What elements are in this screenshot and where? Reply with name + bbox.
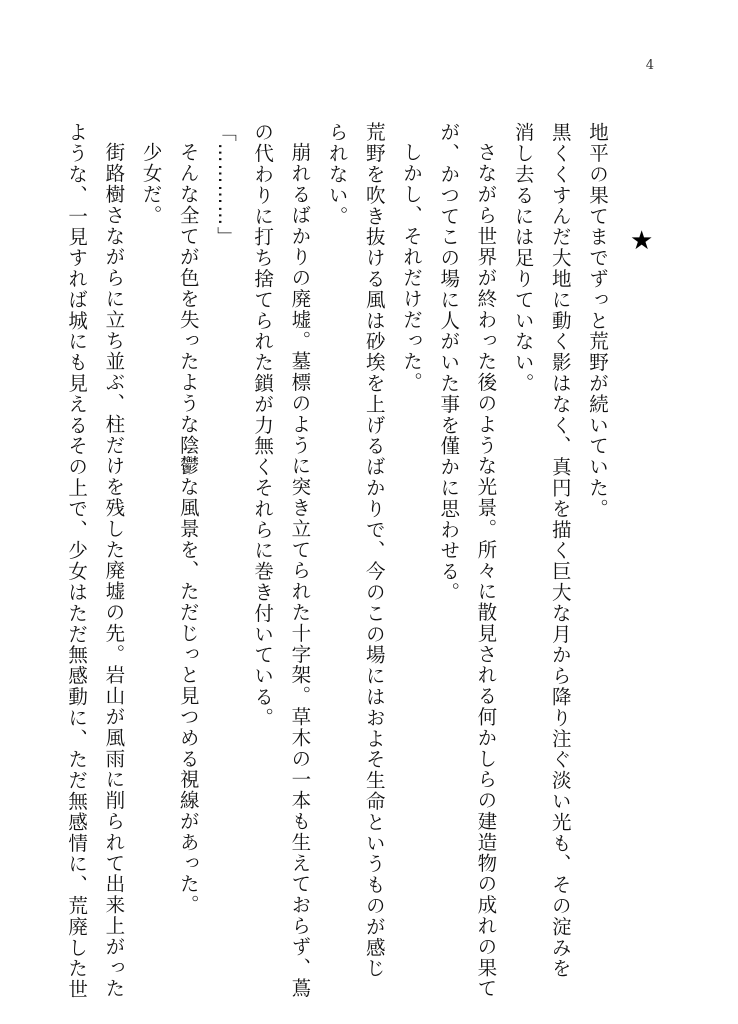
text-line: 地平の果てまでずっと荒野が続いていた。 <box>586 122 609 520</box>
text-line: の代わりに打ち捨てられた鎖が力無くそれらに巻き付いている。 <box>251 122 275 729</box>
section-star-mark: ★ <box>630 226 654 256</box>
text-line: しかし、それだけだった。 <box>399 141 423 393</box>
text-line: ような、一見すれば城にも見えるその上で、少女はただ無感動に、ただ無感情に、荒廃した世 <box>65 122 89 1000</box>
text-line: 荒野を吹き抜ける風は砂埃を上げるばかりで、今のこの場にはおよそ生命というものが感じ <box>362 122 386 979</box>
text-line: 消し去るには足りていない。 <box>511 122 535 394</box>
text-line: さながら世界が終わった後のような光景。所々に散見される何かしらの建造物の成れの果て <box>474 141 498 999</box>
text-line: 黒くくすんだ大地に動く影はなく、真円を描く巨大な月から降り注ぐ淡い光も、その淀みを <box>548 122 572 979</box>
text-line: 崩れるばかりの廃墟。墓標のように突き立てられた十字架。草木の一本も生えておらず、蔦 <box>288 141 312 999</box>
text-line: 少女だ。 <box>139 141 163 226</box>
text-line: られない。 <box>325 122 349 227</box>
dialogue-line: 「…………」 <box>213 122 237 248</box>
page-number: 4 <box>645 58 654 73</box>
text-line: 街路樹さながらに立ち並ぶ、柱だけを残した廃墟の先。岩山が風雨に削られて出来上がった <box>102 141 126 999</box>
text-line: が、かつてこの場に人がいた事を僅かに思わせる。 <box>437 122 461 603</box>
vertical-body-text <box>65 122 616 1000</box>
text-line: そんな全てが色を失ったような陰鬱な風景を、ただじっと見つめる視線があった。 <box>176 141 200 915</box>
